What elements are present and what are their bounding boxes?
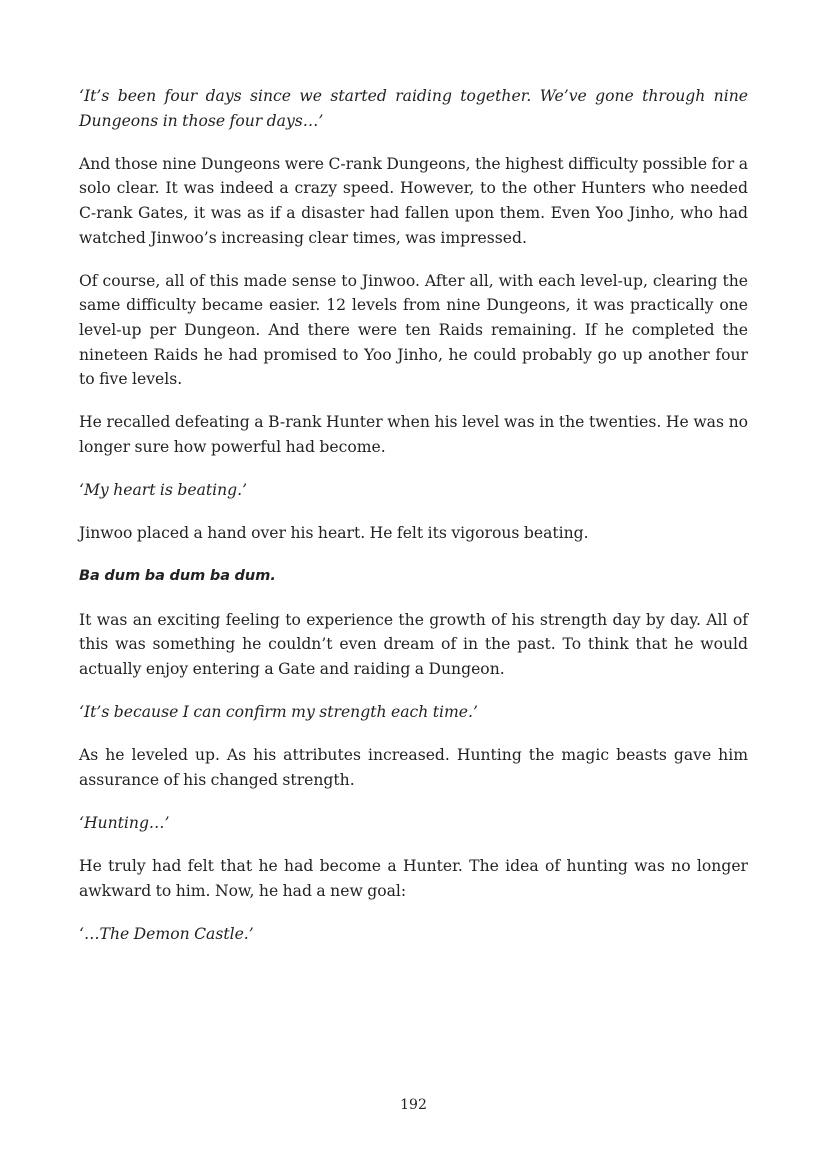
- paragraph: Of course, all of this made sense to Jinwoo. After all, with each level-up, clearing the same difficulty became easier. 12 levels from nine Dungeons, it was practically one level-up per Dungeon. And there were ten Raids remaining. If he completed the nineteen Raids he had promised to Yoo Jinho, he could probably go up another four to five levels.: [79, 271, 748, 389]
- paragraph: He truly had felt that he had become a Hunter. The idea of hunting was no longer awkward to him. Now, he had a new goal:: [79, 857, 748, 900]
- page-body: [79, 84, 748, 965]
- paragraph: And those nine Dungeons were C-rank Dungeons, the highest difficulty possible for a solo clear. It was indeed a crazy speed. However, to the other Hunters who needed C-rank Gates, it was as if a disaster had fallen upon them. Even Yoo Jinho, who had watched Jinwoo’s increasing clear times, was impressed.: [79, 154, 748, 247]
- paragraph: He recalled defeating a B-rank Hunter when his level was in the twenties. He was no longer sure how powerful had become.: [79, 413, 748, 456]
- paragraph: ‘…The Demon Castle.’: [79, 924, 254, 943]
- paragraph: As he leveled up. As his attributes increased. Hunting the magic beasts gave him assurance of his changed strength.: [79, 746, 748, 789]
- paragraph: ‘It’s because I can confirm my strength each time.’: [79, 703, 478, 722]
- paragraph: It was an exciting feeling to experience the growth of his strength day by day. All of this was something he couldn’t even dream of in the past. To think that he would actually enjoy entering a Gate and raiding a Dungeon.: [79, 610, 748, 678]
- paragraph: ‘It’s been four days since we started raiding together. We’ve gone through nine Dungeons in those four days…’: [79, 87, 748, 130]
- paragraph: Jinwoo placed a hand over his heart. He felt its vigorous beating.: [79, 524, 589, 543]
- paragraph: ‘Hunting…’: [79, 814, 170, 832]
- page-number: 192: [400, 1097, 427, 1113]
- paragraph: ‘My heart is beating.’: [79, 481, 248, 500]
- sound-effect: Ba dum ba dum ba dum.: [79, 568, 276, 585]
